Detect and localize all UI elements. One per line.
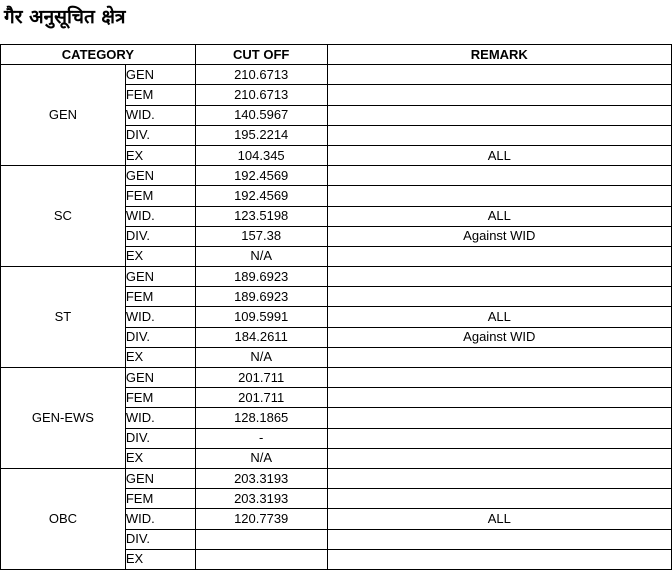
cutoff-cell: 120.7739 xyxy=(195,509,327,529)
cutoff-cell: 192.4569 xyxy=(195,166,327,186)
subcategory-cell: FEM xyxy=(125,489,195,509)
cutoff-cell: 128.1865 xyxy=(195,408,327,428)
cutoff-cell: - xyxy=(195,428,327,448)
subcategory-cell: GEN xyxy=(125,468,195,488)
remark-cell xyxy=(327,428,671,448)
remark-cell xyxy=(327,448,671,468)
remark-cell: Against WID xyxy=(327,226,671,246)
cutoff-cell: 203.3193 xyxy=(195,489,327,509)
table-header-row xyxy=(1,45,672,65)
remark-cell xyxy=(327,166,671,186)
category-cell: ST xyxy=(1,267,126,368)
cutoff-cell: N/A xyxy=(195,347,327,367)
subcategory-cell: FEM xyxy=(125,85,195,105)
remark-cell: ALL xyxy=(327,206,671,226)
remark-cell: Against WID xyxy=(327,327,671,347)
remark-cell xyxy=(327,186,671,206)
subcategory-cell: WID. xyxy=(125,206,195,226)
cutoff-cell: 201.711 xyxy=(195,368,327,388)
table-row xyxy=(1,166,672,186)
subcategory-cell: DIV. xyxy=(125,226,195,246)
cutoff-cell: 109.5991 xyxy=(195,307,327,327)
cutoff-cell xyxy=(195,529,327,549)
remark-cell xyxy=(327,489,671,509)
subcategory-cell: EX xyxy=(125,145,195,165)
remark-cell xyxy=(327,529,671,549)
subcategory-cell: GEN xyxy=(125,65,195,85)
remark-cell: ALL xyxy=(327,145,671,165)
subcategory-cell: WID. xyxy=(125,307,195,327)
subcategory-cell: GEN xyxy=(125,267,195,287)
cutoff-cell: 189.6923 xyxy=(195,287,327,307)
subcategory-cell: FEM xyxy=(125,287,195,307)
remark-cell xyxy=(327,65,671,85)
category-cell: OBC xyxy=(1,468,126,569)
cutoff-cell: 140.5967 xyxy=(195,105,327,125)
subcategory-cell: DIV. xyxy=(125,327,195,347)
remark-cell xyxy=(327,368,671,388)
remark-cell xyxy=(327,287,671,307)
cutoff-table xyxy=(0,44,672,570)
remark-cell xyxy=(327,549,671,569)
cutoff-cell: 210.6713 xyxy=(195,85,327,105)
cutoff-cell: 203.3193 xyxy=(195,468,327,488)
subcategory-cell: EX xyxy=(125,246,195,266)
subcategory-cell: WID. xyxy=(125,408,195,428)
subcategory-cell: EX xyxy=(125,448,195,468)
subcategory-cell: EX xyxy=(125,549,195,569)
header-remark: REMARK xyxy=(327,45,671,65)
cutoff-cell xyxy=(195,549,327,569)
cutoff-cell: 157.38 xyxy=(195,226,327,246)
subcategory-cell: GEN xyxy=(125,368,195,388)
remark-cell xyxy=(327,125,671,145)
remark-cell xyxy=(327,347,671,367)
remark-cell: ALL xyxy=(327,307,671,327)
cutoff-cell: N/A xyxy=(195,246,327,266)
table-row xyxy=(1,368,672,388)
table-row xyxy=(1,267,672,287)
remark-cell: ALL xyxy=(327,509,671,529)
subcategory-cell: FEM xyxy=(125,388,195,408)
subcategory-cell: WID. xyxy=(125,509,195,529)
cutoff-cell: N/A xyxy=(195,448,327,468)
category-cell: SC xyxy=(1,166,126,267)
remark-cell xyxy=(327,388,671,408)
cutoff-cell: 123.5198 xyxy=(195,206,327,226)
subcategory-cell: FEM xyxy=(125,186,195,206)
subcategory-cell: WID. xyxy=(125,105,195,125)
subcategory-cell: EX xyxy=(125,347,195,367)
cutoff-cell: 195.2214 xyxy=(195,125,327,145)
subcategory-cell: DIV. xyxy=(125,125,195,145)
remark-cell xyxy=(327,267,671,287)
header-category: CATEGORY xyxy=(1,45,196,65)
remark-cell xyxy=(327,105,671,125)
category-cell: GEN-EWS xyxy=(1,368,126,469)
cutoff-cell: 189.6923 xyxy=(195,267,327,287)
cutoff-cell: 210.6713 xyxy=(195,65,327,85)
remark-cell xyxy=(327,468,671,488)
cutoff-cell: 184.2611 xyxy=(195,327,327,347)
remark-cell xyxy=(327,85,671,105)
page-title: गैर अनुसूचित क्षेत्र xyxy=(4,6,126,28)
remark-cell xyxy=(327,408,671,428)
table-row xyxy=(1,468,672,488)
subcategory-cell: DIV. xyxy=(125,428,195,448)
cutoff-cell: 192.4569 xyxy=(195,186,327,206)
remark-cell xyxy=(327,246,671,266)
cutoff-cell: 104.345 xyxy=(195,145,327,165)
header-cutoff: CUT OFF xyxy=(195,45,327,65)
subcategory-cell: GEN xyxy=(125,166,195,186)
category-cell: GEN xyxy=(1,65,126,166)
subcategory-cell: DIV. xyxy=(125,529,195,549)
cutoff-cell: 201.711 xyxy=(195,388,327,408)
table-body xyxy=(1,65,672,570)
table-row xyxy=(1,65,672,85)
